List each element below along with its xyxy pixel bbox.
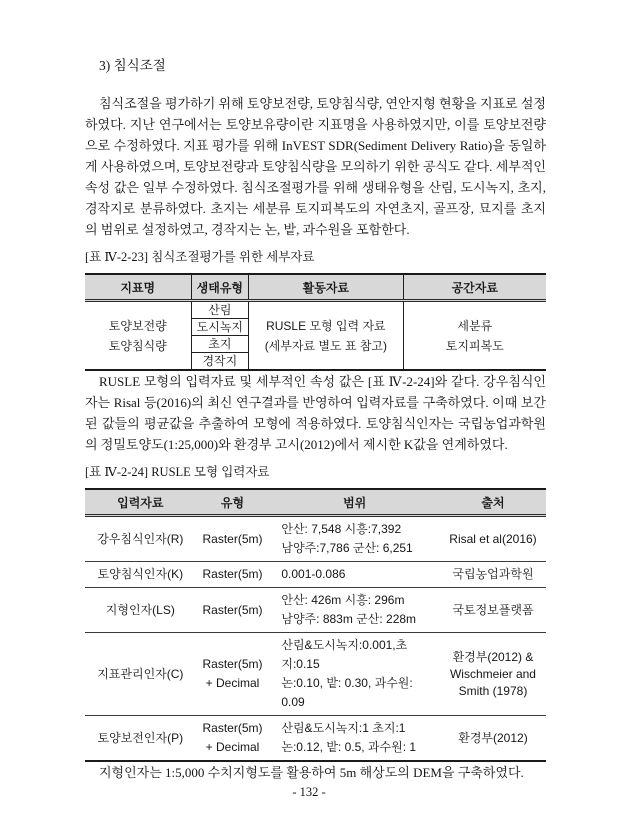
type-cell — [196, 588, 270, 633]
page-content — [85, 56, 546, 783]
range-line: 산림&도시녹지:0.001,초지:0.15 — [281, 638, 408, 671]
type-cell — [196, 562, 270, 588]
table2-row — [85, 716, 546, 762]
input-cell: 토양침식인자(K) — [85, 562, 196, 588]
source-cell — [440, 562, 546, 588]
source-line: 환경부(2012) & — [452, 649, 534, 664]
source-line: Wischmeier and — [449, 666, 536, 681]
column-header-spatial: 공간자료 — [403, 274, 546, 301]
range-cell — [269, 716, 440, 762]
table2-row — [85, 562, 546, 588]
ecotype-cell: 경작지 — [191, 353, 249, 371]
range-line: 산림&도시녹지:1 초지:1 — [281, 721, 406, 735]
range-cell — [269, 588, 440, 633]
spatial-line: 토지피복도 — [445, 338, 504, 353]
ecotype-cell: 산림 — [191, 301, 249, 319]
range-line: 논:0.10, 밭: 0.30, 과수원: 0.09 — [281, 676, 413, 709]
table1-header-row — [85, 274, 546, 301]
source-line: Risal et al(2016) — [449, 531, 537, 546]
range-cell — [269, 562, 440, 588]
range-line: 안산: 7,548 시흥:7,392 — [281, 522, 402, 536]
source-cell — [440, 716, 546, 762]
range-cell — [269, 516, 440, 562]
column-header-ecotype: 생태유형 — [191, 274, 249, 301]
type-line: + Decimal — [205, 676, 260, 690]
column-header-indicator: 지표명 — [85, 274, 191, 301]
source-cell — [440, 588, 546, 633]
paragraph-intro: 침식조절을 평가하기 위해 토양보전량, 토양침식량, 연안지형 현황을 지표로 설정하였다. 지난 연구에서는 토양보유량이란 지표명을 사용하였지만, 이를 토양보전량으로 수정하였다. 지표 평가를 위해 InVEST SDR(Sediment Delivery Ratio)을 동일하게 사용하였으며, 토양보전량과 토양침식량을 모의하기 위한 공식도 같다. 세부적인 속성 값은 일부 수정하였다. 침식조절평가를 위해 생태유형을 산림, 도시녹지, 초지, 경작지로 분류하였다. 초지는 세분류 토지피복도의 자연초지, 골프장, 묘지를 초지의 범위로 설정하였고, 경작지는 논, 밭, 과수원을 포함한다. — [85, 96, 546, 237]
type-line: Raster(5m) — [202, 531, 263, 546]
paragraph-rusle: RUSLE 모형의 입력자료 및 세부적인 속성 값은 [표 Ⅳ-2-24]와 같다. 강우침식인자는 Risal 등(2016)의 최신 연구결과를 반영하여 입력자료를 구축하였다. 이때 보간된 값들의 평균값을 추출하여 모형에 적용하였다. 토양침식인자는 국립농업과학원의 정밀토양도(1:25,000)와 환경부 고시(2012)에서 제시한 K값을 연계하였다. — [85, 374, 546, 452]
paragraph-dem: 지형인자는 1:5,000 수치지형도를 활용하여 5m 해상도의 DEM을 구축하였다. — [99, 765, 524, 780]
section-heading: 3) 침식조절 — [99, 58, 166, 73]
ecotype-cell: 초지 — [191, 336, 249, 353]
range-cell — [269, 633, 440, 716]
input-cell: 지형인자(LS) — [85, 588, 196, 633]
table-erosion-detail — [85, 273, 546, 371]
indicator-line: 토양침식량 — [108, 338, 167, 353]
page-number: - 132 - — [292, 785, 326, 799]
table2-row — [85, 633, 546, 716]
source-line: 국립농업과학원 — [452, 567, 534, 581]
table2-row — [85, 516, 546, 562]
ecotype-cell: 도시녹지 — [191, 319, 249, 336]
input-cell: 토양보전인자(P) — [97, 730, 184, 745]
column-header-activity: 활동자료 — [249, 274, 403, 301]
column-header-type: 유형 — [196, 489, 270, 516]
indicator-line: 토양보전량 — [108, 318, 167, 333]
type-cell — [196, 633, 270, 716]
column-header-range: 범위 — [269, 489, 440, 516]
range-line: 논:0.12, 밭: 0.5, 과수원: 1 — [281, 740, 417, 754]
source-cell — [440, 516, 546, 562]
type-line: Raster(5m) — [202, 657, 263, 671]
type-line: Raster(5m) — [202, 567, 263, 581]
type-line: + Decimal — [205, 740, 260, 754]
input-cell: 지표관리인자(C) — [85, 633, 196, 716]
column-header-source: 출처 — [440, 489, 546, 516]
spatial-cell — [403, 301, 546, 371]
type-cell — [196, 716, 270, 762]
source-cell — [440, 633, 546, 716]
type-line: Raster(5m) — [202, 602, 263, 617]
table2-caption: [표 Ⅳ-2-24] RUSLE 모형 입력자료 — [85, 465, 270, 479]
range-line: 남양주: 883m 군산: 228m — [281, 612, 417, 626]
table-rusle-inputs — [85, 488, 546, 762]
source-line: 환경부(2012) — [458, 730, 528, 745]
column-header-input: 입력자료 — [85, 489, 196, 516]
activity-line: (세부자료 별도 표 참고) — [264, 338, 388, 353]
activity-line: RUSLE 모형 입력 자료 — [266, 318, 386, 333]
spatial-line: 세분류 — [457, 318, 493, 333]
table2-header-row — [85, 489, 546, 516]
type-cell — [196, 516, 270, 562]
input-cell: 강우침식인자(R) — [85, 516, 196, 562]
type-line: Raster(5m) — [202, 721, 263, 735]
indicator-cell — [85, 301, 191, 371]
source-line: 국토정보플랫폼 — [452, 602, 534, 617]
table1-caption: [표 Ⅳ-2-23] 침식조절평가를 위한 세부자료 — [85, 250, 315, 264]
activity-cell — [249, 301, 403, 371]
range-line: 0.001-0.086 — [281, 567, 346, 581]
table2-row — [85, 588, 546, 633]
range-line: 남양주:7,786 군산: 6,251 — [281, 541, 413, 555]
source-line: Smith (1978) — [458, 683, 528, 698]
table1-row — [85, 301, 546, 319]
range-line: 안산: 426m 시흥: 296m — [281, 593, 405, 607]
